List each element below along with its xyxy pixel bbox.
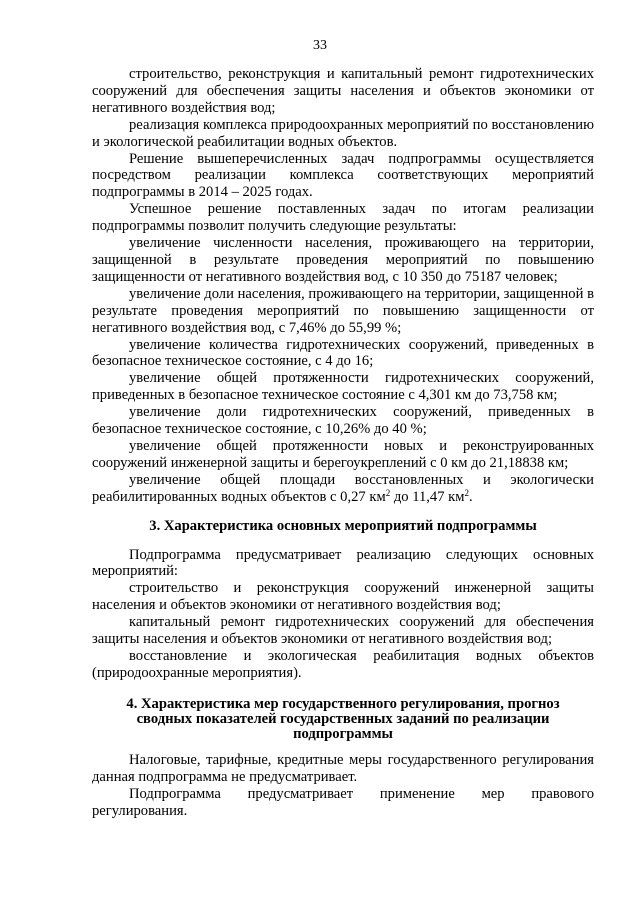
paragraph: Успешное решение поставленных задач по итогам реализации подпрограммы позволит получить следующие результаты: — [92, 201, 594, 235]
paragraph: реализация комплекса природоохранных мероприятий по восстановлению и экологической реабилитации водных объектов. — [92, 116, 594, 150]
page-number: 33 — [313, 38, 327, 53]
paragraph: увеличение общей протяженности новых и реконструированных сооружений инженерной защиты и берегоукреплений с 0 км до 21,18838 км; — [92, 437, 594, 471]
section-4-heading-line: сводных показателей государственных заданий по реализации — [136, 710, 550, 727]
paragraph: увеличение доли населения, проживающего на территории, защищенной в результате проведения мероприятий по повышению защищенности от негативного воздействия вод, с 7,46% до 55,99 %; — [92, 285, 594, 336]
section-4-heading-line: подпрограммы — [293, 725, 393, 742]
paragraph: восстановление и экологическая реабилитация водных объектов (природоохранные мероприятия). — [92, 648, 594, 681]
area-mid: до 11,47 км — [390, 488, 465, 505]
document-body — [92, 66, 594, 819]
paragraph: Налоговые, тарифные, кредитные меры государственного регулирования данная подпрограмма не предусматривает. — [92, 751, 594, 785]
paragraph: Подпрограмма предусматривает реализацию следующих основных мероприятий: — [92, 546, 594, 580]
superscript: 2 — [385, 487, 391, 498]
section-4-heading-line: 4. Характеристика мер государственного регулирования, прогноз — [126, 695, 560, 712]
area-paragraph — [92, 472, 594, 506]
section-4-heading — [92, 697, 594, 742]
area-end: . — [468, 488, 473, 505]
paragraph: капитальный ремонт гидротехнических сооружений для обеспечения защиты населения и объектов экономики от негативного воздействия вод; — [92, 614, 594, 648]
paragraph: Подпрограмма предусматривает применение мер правового регулирования. — [92, 785, 594, 819]
paragraph: строительство и реконструкция сооружений инженерной защиты населения и объектов экономики от негативного воздействия вод; — [92, 580, 594, 614]
paragraph: увеличение количества гидротехнических сооружений, приведенных в безопасное техническое состояние, с 4 до 16; — [92, 336, 594, 370]
section-3-heading: 3. Характеристика основных мероприятий подпрограммы — [149, 517, 537, 534]
area-text: увеличение общей площади восстановленных и экологически реабилитированных водных объектов с 0,27 км — [92, 471, 594, 505]
paragraph: увеличение общей протяженности гидротехнических сооружений, приведенных в безопасное техническое состояние с 4,301 км до 73,758 км; — [92, 370, 594, 404]
superscript: 2 — [464, 487, 469, 498]
paragraph: Решение вышеперечисленных задач подпрограммы осуществляется посредством реализации комплекса соответствующих мероприятий подпрограммы в 2014 – 2025 годах. — [92, 150, 594, 201]
paragraph: увеличение доли гидротехнических сооружений, приведенных в безопасное техническое состояние, с 10,26% до 40 %; — [92, 404, 594, 438]
paragraph: увеличение численности населения, проживающего на территории, защищенной в результате проведения мероприятий по повышению защищенности от негативного воздействия вод, с 10 350 до 75187 человек; — [92, 235, 594, 285]
paragraph: строительство, реконструкция и капитальный ремонт гидротехнических сооружений для обеспечения защиты населения и объектов экономики от негативного воздействия вод; — [92, 66, 594, 116]
